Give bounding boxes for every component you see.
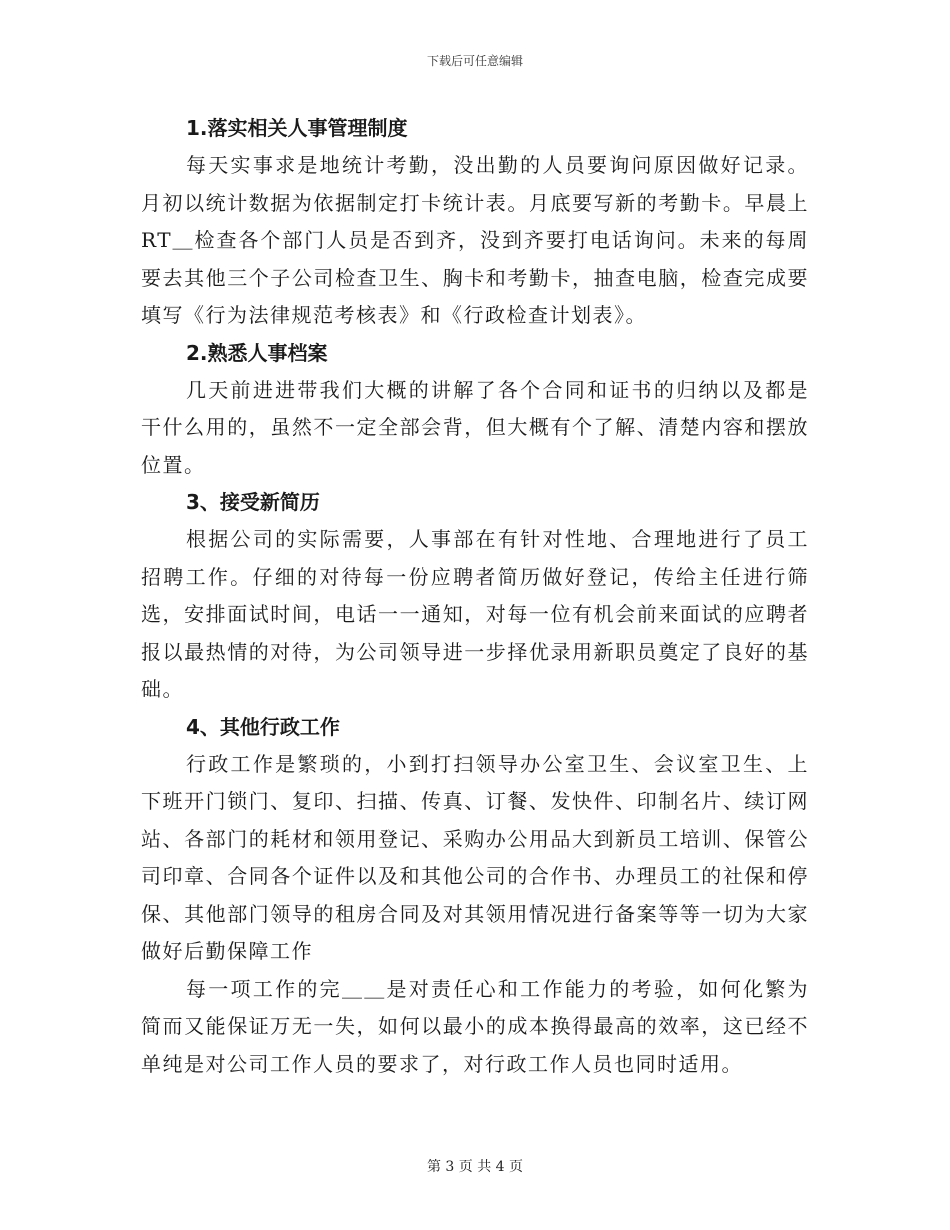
section-paragraph: 几天前进进带我们大概的讲解了各个合同和证书的归纳以及都是干什么用的，虽然不一定全部会背，但大概有个了解、清楚内容和摆放位置。 <box>141 377 809 477</box>
document-body <box>141 110 809 1083</box>
section-heading: 1.落实相关人事管理制度 <box>186 116 408 140</box>
section-heading: 2.熟悉人事档案 <box>186 340 328 365</box>
section-paragraph: 根据公司的实际需要，人事部在有针对性地、合理地进行了员工招聘工作。仔细的对待每一份应聘者简历做好登记，传给主任进行筛选，安排面试时间，电话一一通知，对每一位有机会前来面试的应聘者报以最热情的对待，为公司领导进一步择优录用新职员奠定了良好的基础。 <box>141 527 809 701</box>
section-heading: 4、其他行政工作 <box>186 714 340 739</box>
section-heading: 3、接受新简历 <box>186 490 320 514</box>
section-paragraph: 每天实事求是地统计考勤，没出勤的人员要询问原因做好记录。月初以统计数据为依据制定打卡统计表。月底要写新的考勤卡。早晨上RT＿检查各个部门人员是否到齐，没到齐要打电话询问。未来的每周要去其他三个子公司检查卫生、胸卡和考勤卡，抽查电脑，检查完成要填写《行为法律规范考核表》和《行政检查计划表》。 <box>141 153 809 327</box>
page-footer: 第 3 页 共 4 页 <box>426 1159 524 1175</box>
page-header: 下载后可任意编辑 <box>426 54 523 68</box>
section-paragraph: 行政工作是繁琐的，小到打扫领导办公室卫生、会议室卫生、上下班开门锁门、复印、扫描、传真、订餐、发快件、印制名片、续订网站、各部门的耗材和领用登记、采购办公用品大到新员工培训、保管公司印章、合同各个证件以及和其他公司的合作书、办理员工的社保和停保、其他部门领导的租房合同及对其领用情况进行备案等等一切为大家做好后勤保障工作 <box>141 751 809 963</box>
section-paragraph: 每一项工作的完＿＿是对责任心和工作能力的考验，如何化繁为简而又能保证万无一失，如何以最小的成本换得最高的效率，这已经不单纯是对公司工作人员的要求了，对行政工作人员也同时适用。 <box>141 976 809 1076</box>
